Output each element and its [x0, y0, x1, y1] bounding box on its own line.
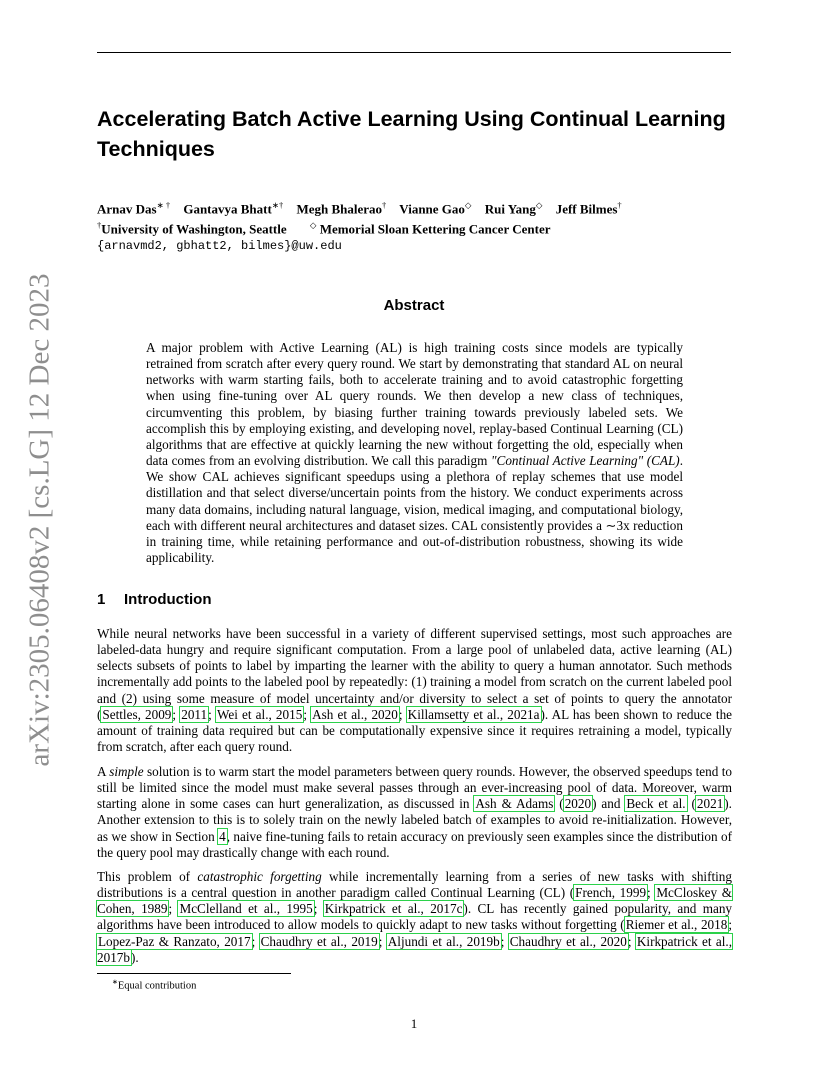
citation-link[interactable]: Kirkpatrick et al., 2017c — [324, 901, 463, 917]
text: while incrementally learning from a series of new tasks with shifting distributions is a central question in another paradigm called Continual Learning (CL) ( — [97, 869, 732, 901]
footnote — [112, 978, 196, 992]
citation-link[interactable]: Ash et al., 2020 — [312, 706, 398, 722]
text: , naive fine-tuning fails to retain accuracy on previously seen examples since the distribution of the query pool may drastically change with each round. — [97, 828, 732, 860]
abstract-part: . We show CAL achieves significant speedups using a plethora of replay schemes that use model distillation and that select diverse/uncertain points from the history. We conduct experiments across many data domains, including natural language, vision, medical imaging, and computational biology, each with different neural architectures and dataset sizes. CAL consistently provides a ∼3x reduction in training time, while retaining performance and out-of-distribution robustness, showing its wide applicability. — [146, 453, 683, 566]
citation-link[interactable]: Ash & Adams — [475, 796, 554, 812]
citation-link[interactable]: McClelland et al., 1995 — [179, 901, 313, 917]
author-mark: ∗ † — [156, 200, 171, 210]
text: ). CL has recently gained popularity, and many algorithms have been introduced to allow models to quickly adapt to new tasks without forgetting ( — [97, 901, 733, 933]
author-name: Vianne Gao — [399, 201, 465, 217]
abstract-heading: Abstract — [383, 297, 445, 314]
footnote-text: Equal contribution — [117, 980, 197, 992]
citation-link[interactable]: Riemer et al., 2018 — [625, 917, 728, 933]
text: solution is to warm start the model parameters between query rounds. However, the observed speedups tend to still be limited since the model must make several passes through an ever-increasing pool of data. Moreover, warm starting alone in some cases can hurt generalization, as discussed in — [97, 764, 732, 812]
author-email: {arnavmd2, gbhatt2, bilmes}@uw.edu — [97, 238, 342, 253]
section-title: Introduction — [124, 591, 212, 608]
author-block — [97, 197, 757, 254]
affiliation-mark: ◇ — [309, 220, 317, 231]
text: ). Another extension to this is to solely train on the newly labeled batch of examples to avoid re-initialization. However, as we show in Section — [97, 796, 732, 844]
paragraph: While neural networks have been successful in a variety of different supervised settings, most such approaches are labeled-data hungry and require significant computation. From a large pool of unlabeled data, active learning (AL) selects subsets of points to label by imparting the learner with the ability to query a human annotator. Such methods incrementally add points to the labeled pool by repeatedly: (1) training a model from scratch on the current labeled pool and (2) using some measure of model uncertainty and/or diversity to select a set of points to query the annotator (Settles, 2009; 2011; Wei et al., 2015; Ash et al., 2020; Killamsetty et al., 2021a). AL has been shown to reduce the amount of training data required but can be computationally expensive since it requires retraining a model, typically from scratch, after each query round. — [97, 626, 733, 755]
citation-link[interactable]: Lopez-Paz & Ranzato, 2017 — [98, 933, 251, 949]
paragraph: This problem of catastrophic forgetting while incrementally learning from a series of new tasks with shifting distributions is a central question in another paradigm called Continual Learning (CL) (French, 1999; McCloskey & Cohen, 1989; McClelland et al., 1995; Kirkpatrick et al., 2017c). CL has recently gained popularity, and many algorithms have been introduced to allow models to quickly adapt to new tasks without forgetting (Riemer et al., 2018; Lopez-Paz & Ranzato, 2017; Chaudhry et al., 2019; Aljundi et al., 2019b; Chaudhry et al., 2020; Kirkpatrick et al., 2017b). — [97, 869, 733, 965]
section-heading — [97, 591, 211, 608]
author-name: Arnav Das — [97, 201, 157, 217]
author-mark: ◇ — [535, 200, 543, 210]
citation-link[interactable]: 2011 — [181, 706, 208, 722]
emphasis: catastrophic forgetting — [197, 869, 322, 884]
footnote-mark: ∗ — [112, 978, 118, 986]
author-line — [97, 197, 757, 217]
citation-link[interactable]: Chaudhry et al., 2019 — [260, 933, 378, 949]
section-reference-link[interactable]: 4 — [219, 828, 226, 844]
paper-title: Accelerating Batch Active Learning Using Continual Learning Techniques — [97, 107, 726, 161]
author-mark: † — [382, 200, 387, 210]
citation-link[interactable]: 2021 — [696, 796, 724, 812]
affiliation-mark: † — [97, 220, 102, 231]
page-number: 1 — [410, 1016, 418, 1031]
citation-link[interactable]: Chaudhry et al., 2020 — [509, 933, 627, 949]
citation-link[interactable]: French, 1999 — [575, 885, 647, 901]
citation-link[interactable]: Aljundi et al., 2019b — [387, 933, 500, 949]
paragraph: A simple solution is to warm start the model parameters between query rounds. However, the observed speedups tend to still be limited since the model must make several passes through an ever-increasing pool of data. Moreover, warm starting alone in some cases can hurt generalization, as discussed in Ash & Adams (2020) and Beck et al. (2021). Another extension to this is to solely train on the newly labeled batch of examples to avoid re-initialization. However, as we show in Section 4, naive fine-tuning fails to retain accuracy on previously seen examples since the distribution of the query pool may drastically change with each round. — [97, 764, 732, 860]
citation-link[interactable]: Wei et al., 2015 — [216, 706, 303, 722]
emphasis: simple — [109, 764, 144, 779]
citation-link[interactable]: Kirkpatrick et al., 2017b — [97, 933, 733, 965]
citation-link[interactable]: Killamsetty et al., 2021a — [407, 706, 540, 722]
abstract-text — [146, 340, 683, 566]
abstract-term: "Continual Active Learning" (CAL) — [491, 453, 680, 469]
author-name: Rui Yang — [484, 201, 536, 217]
affiliation: University of Washington, Seattle — [101, 221, 287, 237]
citation-link[interactable]: 2020 — [564, 796, 592, 812]
citation-link[interactable]: Settles, 2009 — [102, 706, 172, 722]
author-mark: ◇ — [464, 200, 472, 210]
author-name: Jeff Bilmes — [555, 201, 618, 217]
top-rule — [97, 52, 731, 53]
affiliation-line — [97, 217, 757, 237]
author-mark: † — [617, 200, 622, 210]
abstract-part: A major problem with Active Learning (AL) is high training costs since models are typically retrained from scratch after every query round. We start by demonstrating that standard AL on neural networks with warm starting fails, both to accelerate training and to avoid catastrophic forgetting when using fine-tuning over AL query rounds. We then develop a new class of techniques, circumventing this problem, by biasing further training towards previously labeled sets. We accomplish this by employing existing, and developing novel, replay-based Continual Learning (CL) algorithms that are effective at quickly learning the new without forgetting the old, especially when data comes from an evolving distribution. We call this paradigm — [146, 340, 683, 469]
author-mark: ∗† — [271, 200, 284, 210]
text: ). AL has been shown to reduce the amount of training data required but can be computationally expensive since it requires retraining a model, typically from scratch, after each query round. — [97, 706, 733, 755]
footnote-rule — [97, 973, 291, 974]
section-number: 1 — [97, 591, 106, 608]
citation-link[interactable]: Beck et al. — [626, 796, 686, 812]
arxiv-identifier[interactable]: arXiv:2305.06408v2 [cs.LG] 12 Dec 2023 — [23, 273, 56, 767]
author-name: Gantavya Bhatt — [183, 201, 272, 217]
citation-link[interactable]: McCloskey & Cohen, 1989 — [97, 885, 732, 917]
affiliation: Memorial Sloan Kettering Cancer Center — [319, 221, 551, 237]
text: While neural networks have been successful in a variety of different supervised settings, most such approaches are labeled-data hungry and require significant computation. From a large pool of unlabeled data, active learning (AL) selects subsets of points to label by imparting the learner with the ability to query a human annotator. Such methods incrementally add points to the labeled pool by repeatedly: (1) training a model from scratch on the current labeled pool and (2) using some measure of model uncertainty and/or diversity to select a set of points to query the annotator ( — [97, 626, 732, 722]
author-name: Megh Bhalerao — [296, 201, 383, 217]
